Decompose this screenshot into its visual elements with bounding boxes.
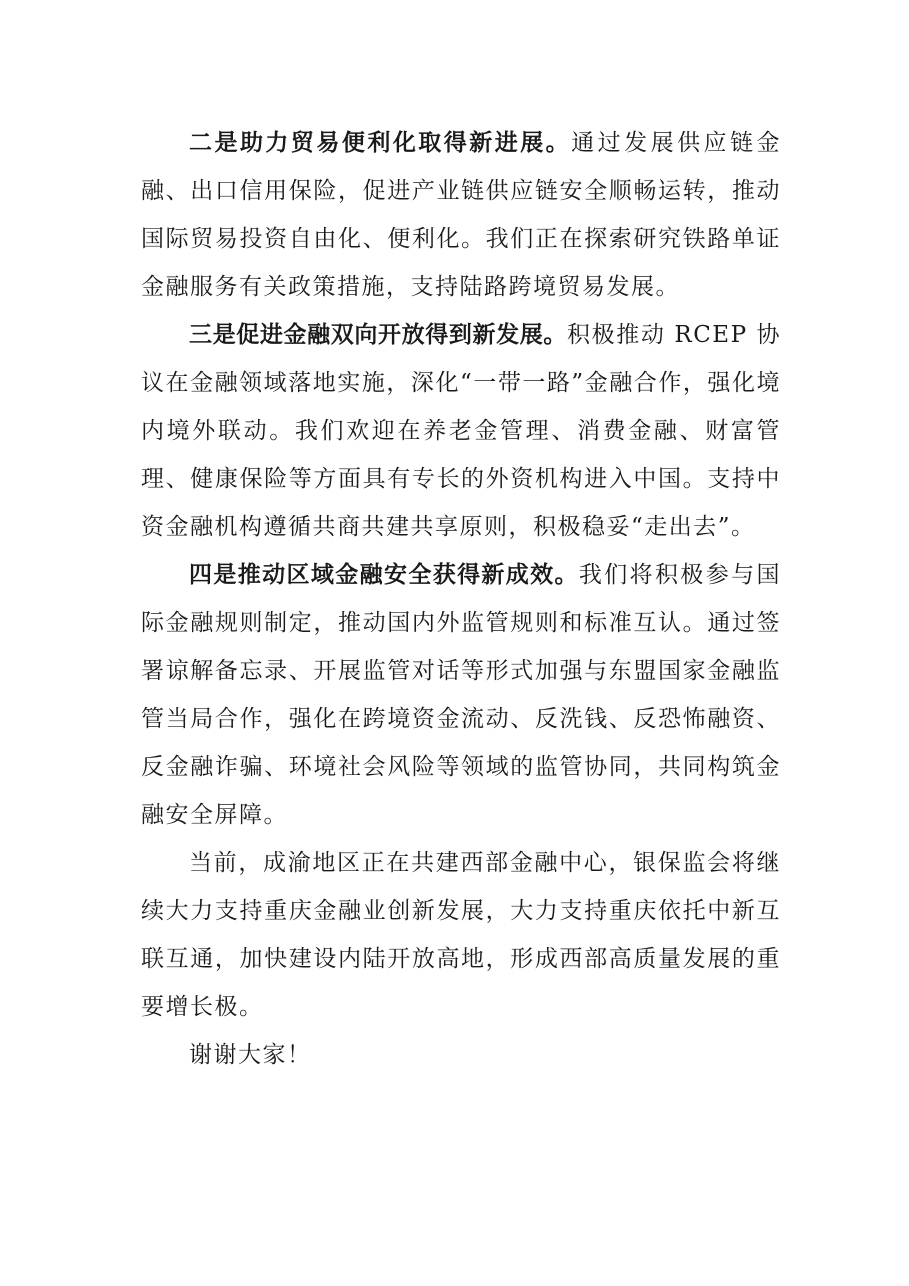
paragraph-lead: 三是促进金融双向开放得到新发展。 xyxy=(189,322,567,348)
paragraph-closing xyxy=(141,1031,781,1079)
paragraph-lead: 四是推动区域金融安全获得新成效。 xyxy=(189,562,579,588)
paragraph-financial-security xyxy=(141,551,781,839)
paragraph-body: 当前，成渝地区正在共建西部金融中心，银保监会将继续大力支持重庆金融业创新发展，大力支持重庆依托中新互联互通，加快建设内陆开放高地，形成西部高质量发展的重要增长极。 xyxy=(141,850,781,1020)
paragraph-body: 我们将积极参与国际金融规则制定，推动国内外监管规则和标准互认。通过签署谅解备忘录、开展监管对话等形式加强与东盟国家金融监管当局合作，强化在跨境资金流动、反洗钱、反恐怖融资、反金融诈骗、环境社会风险等领域的监管协同，共同构筑金融安全屏障。 xyxy=(141,562,782,828)
paragraph-body: 谢谢大家！ xyxy=(189,1042,312,1068)
paragraph-trade-facilitation xyxy=(141,119,781,311)
paragraph-body: 通过发展供应链金融、出口信用保险，促进产业链供应链安全顺畅运转，推动国际贸易投资自由化、便利化。我们正在探索研究铁路单证金融服务有关政策措施，支持陆路跨境贸易发展。 xyxy=(141,130,782,300)
document-body xyxy=(141,119,781,1079)
paragraph-financial-opening xyxy=(141,311,781,551)
paragraph-body: 积极推动 RCEP 协议在金融领域落地实施，深化“一带一路”金融合作，强化境内境外联动。我们欢迎在养老金管理、消费金融、财富管理、健康保险等方面具有专长的外资机构进入中国。支持中资金融机构遵循共商共建共享原则，积极稳妥“走出去”。 xyxy=(141,322,782,540)
paragraph-chengyu-center xyxy=(141,839,781,1031)
paragraph-lead: 二是助力贸易便利化取得新进展。 xyxy=(189,130,572,156)
